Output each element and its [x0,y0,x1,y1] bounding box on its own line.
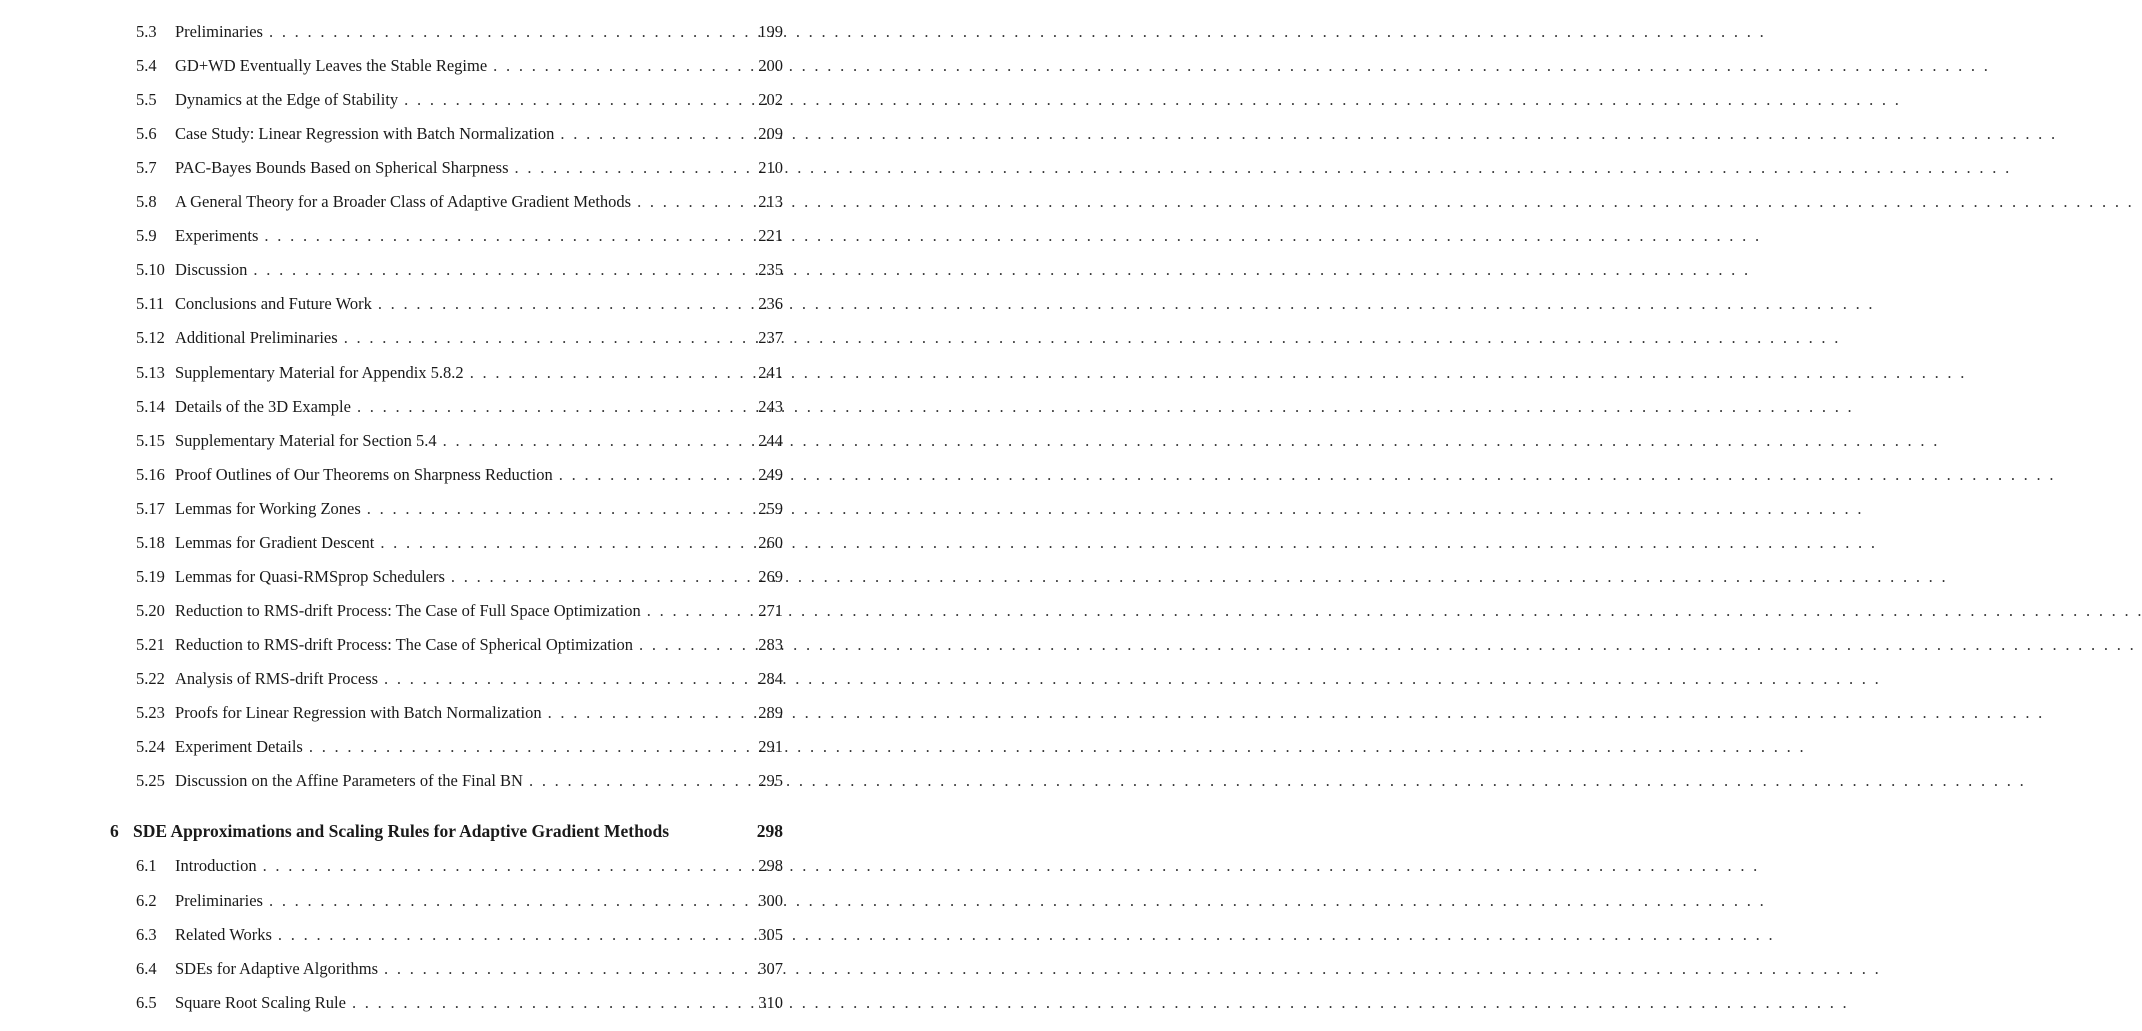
page-number: 259 [758,499,783,518]
toc-entry[interactable] [136,258,783,282]
page-number: 213 [758,192,783,211]
section-title: Experiment Details [175,737,303,756]
dot-leader [509,156,759,180]
page-number: 235 [758,260,783,279]
page-number: 305 [758,925,783,944]
toc-entry[interactable] [136,957,783,981]
toc-entry[interactable] [136,769,783,793]
toc-entry[interactable] [136,20,783,44]
dot-leader [263,20,758,44]
dot-leader [554,122,758,146]
chapter-title: SDE Approximations and Scaling Rules for Adaptive Gradient Methods [133,821,670,841]
dot-leader [258,224,758,248]
section-title: Additional Preliminaries [175,328,338,347]
dot-leader [372,292,758,316]
toc-entry[interactable] [136,190,783,214]
section-number: 5.16 [136,465,165,484]
toc-entry[interactable] [136,292,783,316]
toc-entry[interactable] [136,156,783,180]
section-title: Discussion on the Affine Parameters of the Final BN [175,771,523,790]
page-number: 200 [758,56,783,75]
toc-entry[interactable] [136,463,783,487]
section-number: 5.7 [136,158,157,177]
page-number: 291 [758,737,783,756]
section-number: 5.5 [136,90,157,109]
page-number: 244 [758,431,783,450]
section-number: 5.8 [136,192,157,211]
page-number: 210 [758,158,783,177]
section-title: Dynamics at the Edge of Stability [175,90,399,109]
dot-leader [542,701,759,725]
toc-entry[interactable] [136,599,783,623]
section-number: 6.4 [136,959,157,978]
section-title: A General Theory for a Broader Class of Adaptive Gradient Methods [175,192,632,211]
section-title: GD+WD Eventually Leaves the Stable Regime [175,56,488,75]
page-number: 284 [758,669,783,688]
section-number: 5.14 [136,397,165,416]
dot-leader [633,633,758,657]
section-title: Proofs for Linear Regression with Batch Normalization [175,703,542,722]
page-number: 300 [758,891,783,910]
page-number: 209 [758,124,783,143]
section-title: Case Study: Linear Regression with Batch Normalization [175,124,555,143]
toc-entry[interactable] [136,735,783,759]
section-number: 5.6 [136,124,157,143]
section-number: 5.22 [136,669,165,688]
page-number: 260 [758,533,783,552]
toc-entry[interactable] [136,361,783,385]
dot-leader [338,326,759,350]
toc-entry[interactable] [136,326,783,350]
toc-entry[interactable] [136,429,783,453]
toc-entry[interactable] [136,565,783,589]
chapter-number: 6 [110,821,119,841]
section-title: Proof Outlines of Our Theorems on Sharpness Reduction [175,465,553,484]
section-number: 5.23 [136,703,165,722]
page-number: 271 [758,601,783,620]
table-of-contents [0,0,833,1031]
dot-leader [398,88,758,112]
page-number: 269 [758,567,783,586]
section-title: Experiments [175,226,259,245]
dot-leader [247,258,758,282]
toc-entry[interactable] [136,224,783,248]
page-number: 283 [758,635,783,654]
dot-leader [303,735,758,759]
section-number: 5.4 [136,56,157,75]
toc-entry[interactable] [136,667,783,691]
page-number: 298 [758,856,783,875]
dot-leader [257,854,759,878]
section-title: Supplementary Material for Section 5.4 [175,431,437,450]
dot-leader [263,889,758,913]
section-title: Details of the 3D Example [175,397,351,416]
dot-leader [445,565,758,589]
section-title: Reduction to RMS-drift Process: The Case of Full Space Optimization [175,601,641,620]
section-title: SDEs for Adaptive Algorithms [175,959,379,978]
dot-leader [346,991,758,1015]
page-number: 243 [758,397,783,416]
dot-leader [523,769,758,793]
page-number: 237 [758,328,783,347]
page-number: 307 [758,959,783,978]
section-number: 5.20 [136,601,165,620]
toc-entry[interactable] [136,122,783,146]
page-number: 298 [756,821,783,841]
page-number: 289 [758,703,783,722]
section-title: Reduction to RMS-drift Process: The Case of Spherical Optimization [175,635,633,654]
toc-entry[interactable] [136,923,783,947]
section-number: 5.10 [136,260,165,279]
page-number: 202 [758,90,783,109]
section-number: 6.5 [136,993,157,1012]
section-number: 5.18 [136,533,165,552]
section-title: Preliminaries [175,891,263,910]
section-number: 5.3 [136,22,157,41]
section-number: 5.25 [136,771,165,790]
dot-leader [374,531,758,555]
section-title: Supplementary Material for Appendix 5.8.2 [175,363,464,382]
dot-leader [361,497,758,521]
page-number: 241 [758,363,783,382]
section-title: PAC-Bayes Bounds Based on Spherical Sharpness [175,158,509,177]
section-number: 5.13 [136,363,165,382]
section-number: 5.11 [136,294,165,313]
dot-leader [272,923,758,947]
section-title: Lemmas for Gradient Descent [175,533,375,552]
toc-entry[interactable] [136,854,783,878]
section-title: Square Root Scaling Rule [175,993,346,1012]
section-title: Lemmas for Working Zones [175,499,361,518]
toc-entry[interactable] [136,991,783,1015]
toc-chapter-heading[interactable] [110,818,783,844]
section-title: Analysis of RMS-drift Process [175,669,379,688]
page-number: 236 [758,294,783,313]
toc-entry[interactable] [136,889,783,913]
dot-leader [641,599,758,623]
section-number: 5.9 [136,226,157,245]
page-number: 221 [758,226,783,245]
section-number: 6.3 [136,925,157,944]
toc-entry[interactable] [136,531,783,555]
dot-leader [487,54,758,78]
dot-leader [553,463,758,487]
dot-leader [378,667,758,691]
section-number: 6.1 [136,856,157,875]
section-title: Conclusions and Future Work [175,294,372,313]
section-number: 5.15 [136,431,165,450]
section-number: 5.17 [136,499,165,518]
toc-entry[interactable] [136,395,783,419]
page-number: 199 [758,22,783,41]
section-title: Preliminaries [175,22,263,41]
toc-entry[interactable] [136,88,783,112]
section-title: Related Works [175,925,272,944]
toc-entry[interactable] [136,633,783,657]
section-title: Discussion [175,260,248,279]
toc-entry[interactable] [136,497,783,521]
section-number: 5.21 [136,635,165,654]
section-number: 5.19 [136,567,165,586]
section-number: 5.24 [136,737,165,756]
section-number: 5.12 [136,328,165,347]
toc-entry[interactable] [136,54,783,78]
page-number: 249 [758,465,783,484]
section-number: 6.2 [136,891,157,910]
page-number: 310 [758,993,783,1012]
page-number: 295 [758,771,783,790]
dot-leader [464,361,759,385]
section-title: Introduction [175,856,257,875]
dot-leader [378,957,758,981]
section-title: Lemmas for Quasi-RMSprop Schedulers [175,567,445,586]
dot-leader [351,395,758,419]
dot-leader [631,190,758,214]
toc-entry[interactable] [136,701,783,725]
dot-leader [437,429,759,453]
